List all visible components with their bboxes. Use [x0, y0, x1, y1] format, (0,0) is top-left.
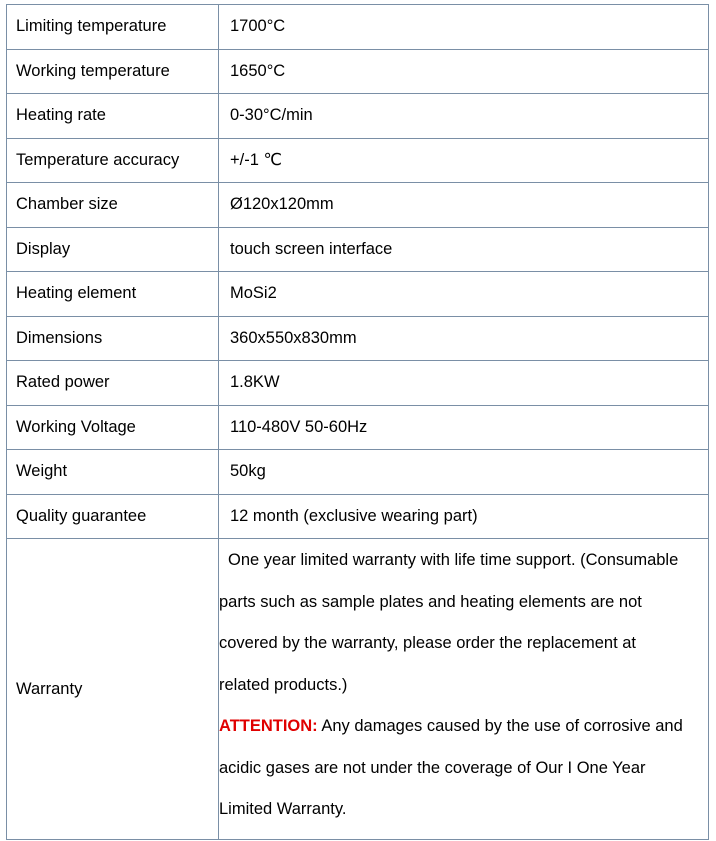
spec-value: 1650°C — [219, 49, 709, 94]
attention-label: ATTENTION: — [219, 717, 318, 735]
spec-row-heating-element — [7, 272, 709, 317]
spec-row-limiting-temperature — [7, 5, 709, 50]
spec-label: Dimensions — [7, 316, 219, 361]
spec-row-rated-power — [7, 361, 709, 406]
spec-row-temperature-accuracy — [7, 138, 709, 183]
spec-row-quality-guarantee — [7, 494, 709, 539]
warranty-line: One year limited warranty with life time support. (Consumable — [228, 551, 679, 569]
spec-value: 1700°C — [219, 5, 709, 50]
spec-row-working-voltage — [7, 405, 709, 450]
attention-line: acidic gases are not under the coverage of Our I One Year — [219, 758, 646, 777]
spec-label: Display — [7, 227, 219, 272]
spec-row-weight — [7, 450, 709, 495]
spec-label: Working temperature — [7, 49, 219, 94]
attention-line: Limited Warranty. — [219, 800, 347, 818]
spec-row-heating-rate — [7, 94, 709, 139]
spec-value: +/-1 ℃ — [219, 138, 709, 183]
spec-label: Weight — [7, 450, 219, 495]
spec-row-display — [7, 227, 709, 272]
attention-text: Any damages caused by the use of corrosive and — [317, 717, 683, 735]
spec-row-warranty — [7, 539, 709, 840]
spec-label: Temperature accuracy — [7, 138, 219, 183]
warranty-text — [219, 539, 709, 840]
attention-line — [219, 711, 708, 753]
spec-label: Chamber size — [7, 183, 219, 228]
spec-value: Ø120x120mm — [219, 183, 709, 228]
warranty-line: related products.) — [219, 675, 348, 694]
spec-row-chamber-size — [7, 183, 709, 228]
spec-label: Limiting temperature — [7, 5, 219, 50]
spec-label: Rated power — [7, 361, 219, 406]
spec-label: Quality guarantee — [7, 494, 219, 539]
spec-value: MoSi2 — [219, 272, 709, 317]
spec-value: 360x550x830mm — [219, 316, 709, 361]
spec-table — [6, 4, 709, 840]
spec-value: 1.8KW — [219, 361, 709, 406]
spec-label: Heating rate — [7, 94, 219, 139]
spec-value: 0-30°C/min — [219, 94, 709, 139]
spec-label: Heating element — [7, 272, 219, 317]
warranty-line: covered by the warranty, please order the replacement at — [219, 634, 637, 652]
spec-label: Working Voltage — [7, 405, 219, 450]
spec-row-dimensions — [7, 316, 709, 361]
spec-label: Warranty — [7, 539, 219, 840]
spec-value: 110-480V 50-60Hz — [219, 405, 709, 450]
spec-value: 12 month (exclusive wearing part) — [219, 494, 709, 539]
spec-row-working-temperature — [7, 49, 709, 94]
warranty-line: parts such as sample plates and heating elements are not — [219, 592, 642, 611]
spec-value: 50kg — [219, 450, 709, 495]
spec-table-body — [7, 5, 709, 840]
spec-value: touch screen interface — [219, 227, 709, 272]
